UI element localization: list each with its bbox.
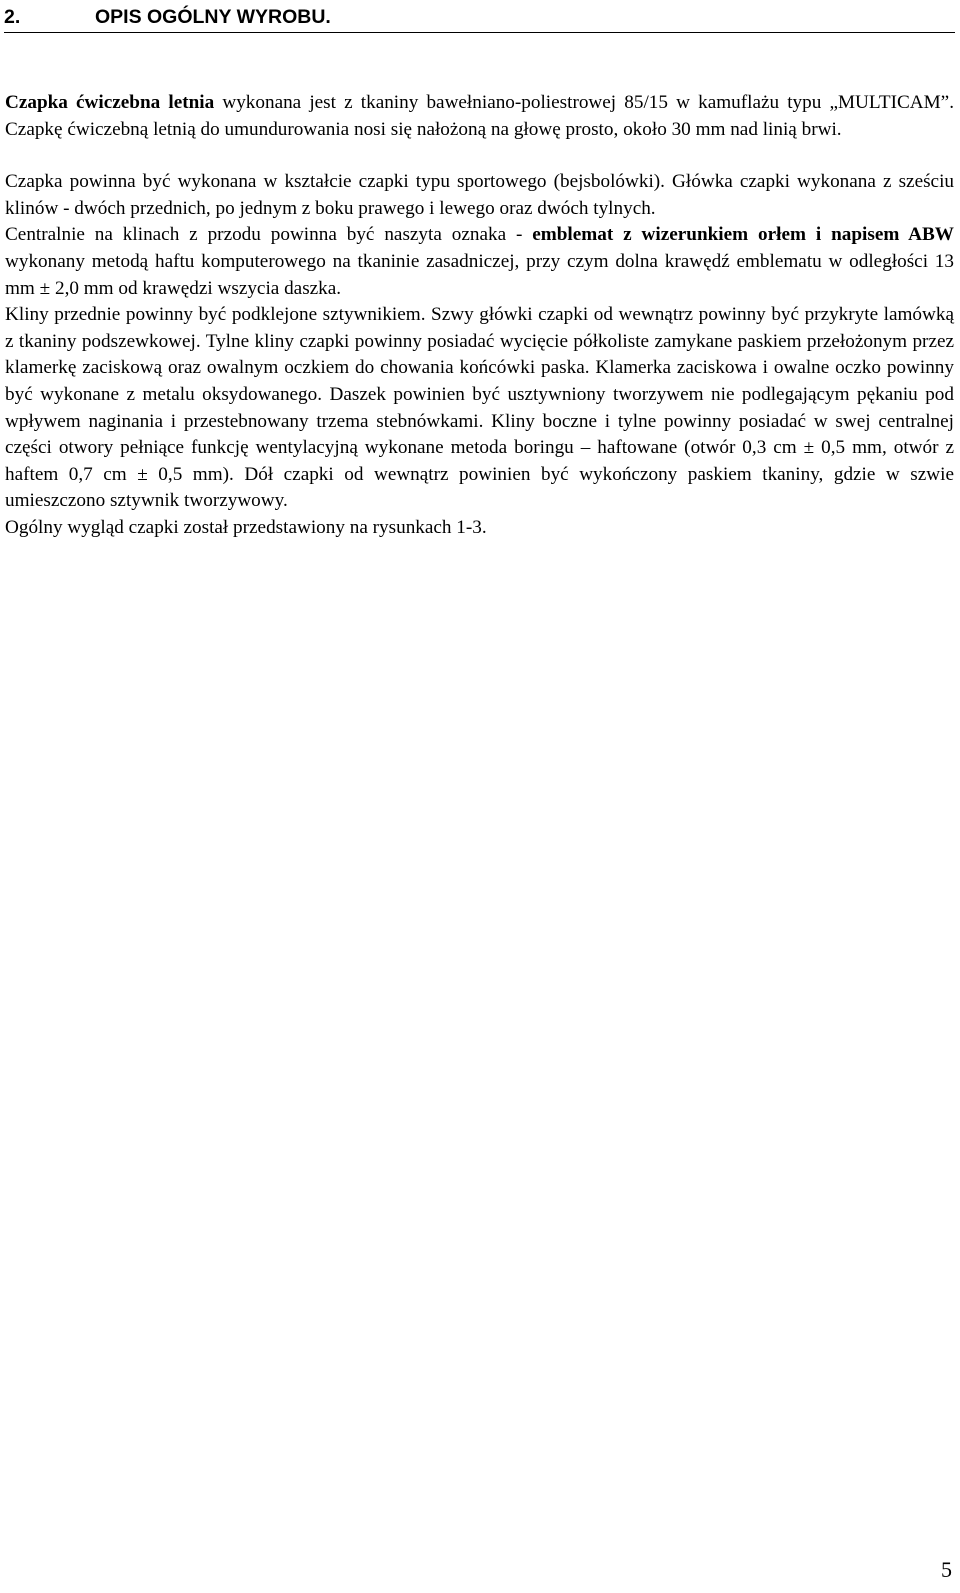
paragraph-emblem-text-1: Centralnie na klinach z przodu powinna być naszyta oznaka -	[5, 224, 533, 246]
paragraph-emblem-bold: emblemat z wizerunkiem orłem i napisem ABW	[532, 224, 954, 246]
document-body	[5, 90, 954, 542]
section-title: OPIS OGÓLNY WYROBU.	[95, 6, 331, 28]
paragraph-emblem-text-2: wykonany metodą haftu komputerowego na tkaninie zasadniczej, przy czym dolna krawędź emblematu w odległości 13 mm ± 2,0 mm od krawędzi wszycia daszka.	[5, 250, 954, 299]
section-number: 2.	[4, 6, 21, 28]
paragraph-emblem	[5, 222, 954, 302]
paragraph-figures: Ogólny wygląd czapki został przedstawiony na rysunkach 1-3.	[5, 516, 487, 538]
paragraph-material	[5, 90, 954, 143]
paragraph-material-text: wykonana jest z tkaniny bawełniano-poliestrowej 85/15 w kamuflażu typu „MULTICAM”. Czapkę ćwiczebną letnią do umundurowania nosi się nałożoną na głowę prosto, około 30 mm nad linią brwi.	[5, 92, 954, 140]
page-number: 5	[941, 1557, 952, 1582]
paragraph-material-bold: Czapka ćwiczebna letnia	[5, 92, 215, 113]
paragraph-construction: Kliny przednie powinny być podklejone sztywnikiem. Szwy główki czapki od wewnątrz powinny być przykryte lamówką z tkaniny podszewkowej. Tylne kliny czapki powinny posiadać wycięcie półkoliste zamykane paskiem przełożonym przez klamerkę zaciskową oraz owalnym oczkiem do chowania końcówki paska. Klamerka zaciskowa i owalne oczko powinny być wykonane z metalu oksydowanego. Daszek powinien być usztywniony tworzywem nie podlegającym pękaniu pod wpływem naginania i przestebnowany trzema stebnówkami. Kliny boczne i tylne powinny posiadać w swej centralnej części otwory pełniące funkcję wentylacyjną wykonane metoda boringu – haftowane (otwór 0,3 cm ± 0,5 mm, otwór z haftem 0,7 cm ± 0,5 mm). Dół czapki od wewnątrz powinien być wykończony paskiem tkaniny, gdzie w szwie umieszczono sztywnik tworzywowy.	[5, 304, 954, 512]
section-heading	[4, 5, 955, 33]
paragraph-shape: Czapka powinna być wykonana w kształcie czapki typu sportowego (bejsbolówki). Główka czapki wykonana z sześciu klinów - dwóch przednich, po jednym z boku prawego i lewego oraz dwóch tylnych.	[5, 171, 954, 219]
